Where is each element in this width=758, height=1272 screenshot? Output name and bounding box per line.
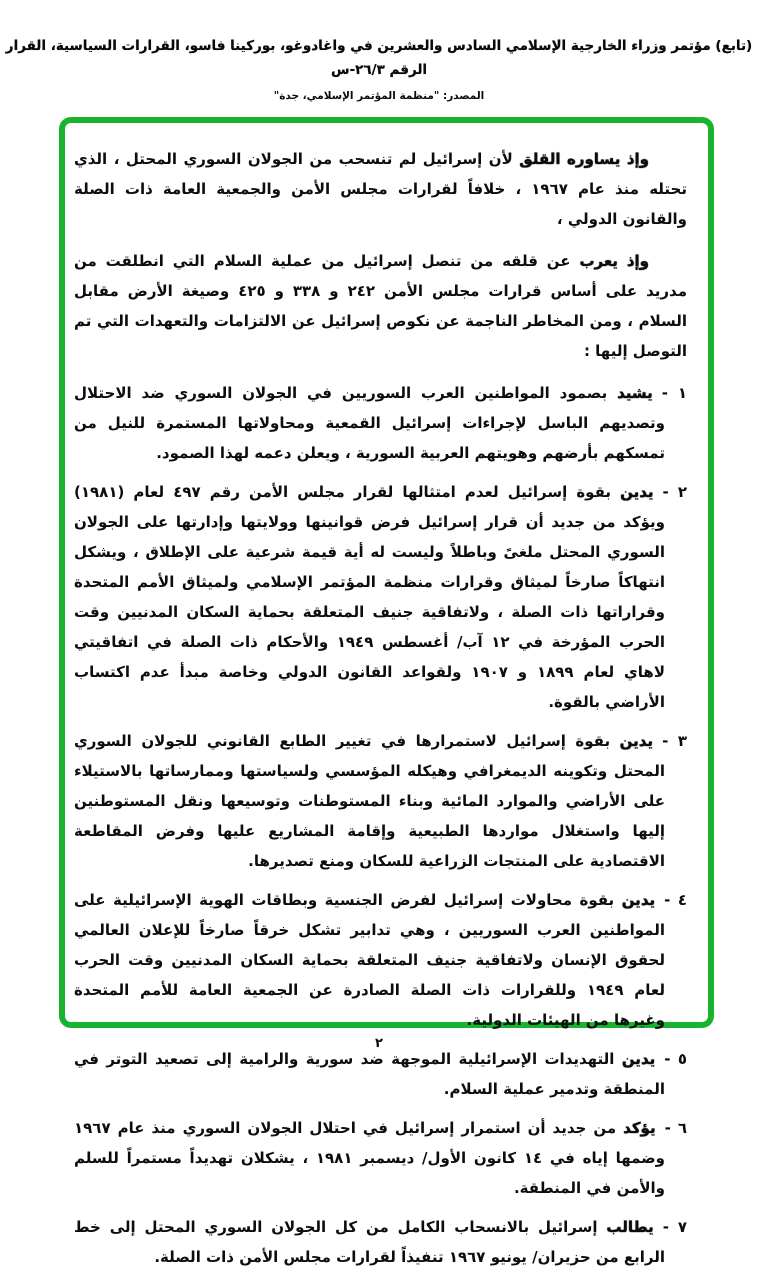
item-lead: يدين [619, 732, 654, 750]
item-lead: يطالب [606, 1218, 654, 1236]
document-title: (تابع) مؤتمر وزراء الخارجية الإسلامي السادس والعشرين في واغادوغو، بوركينا فاسو، القرارات السياسية، القرار الرقم ٢٦/٣-س [5, 38, 753, 78]
item-text: إسرائيل بالانسحاب الكامل من كل الجولان السوري المحتل إلى خط الرابع من حزيران/ يونيو ١٩٦٧ تنفيذاً لقرارات مجلس الأمن ذات الصلة. [74, 1218, 665, 1266]
item-text: بقوة إسرائيل لاستمرارها في تغيير الطابع القانوني للجولان السوري المحتل وتكوينه الديمغرافي وهيكله المؤسسي ولسياستها وممارساتها بالاستيلاء على الأراضي والموارد المائية وبناء المستوطنات وتوسيعها ونقل المستوطنين إليها واستغلال مواردها الطبيعية وإقامة المشاريع عليها وفرض المقاطعة الاقتصادية على المنتجات الزراعية للسكان ومنع تصديرها. [74, 732, 665, 870]
paragraph-lead: وإذ يساوره القلق [519, 150, 649, 168]
resolution-item [74, 1212, 687, 1272]
item-number: ٤ - [664, 891, 687, 909]
item-text: بقوة محاولات إسرائيل لفرض الجنسية وبطاقات الهوية الإسرائيلية على المواطنين العرب السوريين ، وهي تدابير تشكل خرقاً صارخاً للإعلان العالمي لحقوق الإنسان ولاتفاقية جنيف المتعلقة بحماية السكان المدنيين وقت الحرب لعام ١٩٤٩ وللقرارات ذات الصلة الصادرة عن الجمعية العامة للأمم المتحدة وغيرها من الهيئات الدولية. [74, 891, 665, 1029]
item-lead: يدين [621, 1050, 656, 1068]
resolution-item [74, 378, 687, 468]
item-number: ٢ - [662, 483, 687, 501]
paragraph-text: لأن إسرائيل لم تنسحب من الجولان السوري المحتل ، الذي تحتله منذ عام ١٩٦٧ ، خلافاً لقرارات مجلس الأمن والجمعية العامة ذات الصلة والقانون الدولي ، [74, 150, 687, 228]
item-number: ٥ - [664, 1050, 687, 1068]
resolution-item [74, 885, 687, 1035]
item-number: ٧ - [662, 1218, 687, 1236]
intro-paragraph [74, 144, 687, 234]
resolution-item [74, 726, 687, 876]
item-text: بصمود المواطنين العرب السوريين في الجولان السوري ضد الاحتلال وتصديهم الباسل لإجراءات إسرائيل القمعية ومحاولاتها المستمرة للنيل من تمسكهم بأرضهم وهويتهم العربية السورية ، ويعلن دعمه لهذا الصمود. [74, 384, 665, 462]
resolution-body [74, 144, 687, 1272]
item-lead: يؤكد [623, 1119, 656, 1137]
page-number: ٢ [375, 1036, 383, 1051]
item-number: ١ - [661, 384, 687, 402]
item-number: ٦ - [664, 1119, 687, 1137]
item-text: بقوة إسرائيل لعدم امتثالها لقرار مجلس الأمن رقم ٤٩٧ لعام (١٩٨١) ويؤكد من جديد أن قرار إسرائيل فرض قوانينها وولايتها وإدارتها على الجولان السوري المحتل ملغىً وباطلاً وليست له أية قيمة شرعية على الإطلاق ، ويشكل انتهاكاً صارخاً لميثاق وقرارات منظمة المؤتمر الإسلامي ولميثاق الأمم المتحدة وقراراتها ذات الصلة ، ولاتفاقية جنيف المتعلقة بحماية السكان المدنيين وقت الحرب المؤرخة في ١٢ آب/ أغسطس ١٩٤٩ والأحكام ذات الصلة في اتفاقيتي لاهاي لعام ١٨٩٩ و ١٩٠٧ ولقواعد القانون الدولي وخاصة مبدأ عدم اكتساب الأراضي بالقوة. [74, 483, 665, 711]
paragraph-text: عن قلقه من تنصل إسرائيل من عملية السلام التي انطلقت من مدريد على أساس قرارات مجلس الأمن ٢٤٢ و ٣٣٨ و ٤٢٥ وصيغة الأرض مقابل السلام ، ومن المخاطر الناجمة عن نكوص إسرائيل عن الالتزامات والتعهدات التي تم التوصل إليها : [74, 252, 687, 360]
page-header [0, 34, 758, 104]
item-number: ٣ - [662, 732, 687, 750]
item-text: من جديد أن استمرار إسرائيل في احتلال الجولان السوري منذ عام ١٩٦٧ وضمها إياه في ١٤ كانون الأول/ ديسمبر ١٩٨١ ، يشكلان تهديداً مستمراً للسلم والأمن في المنطقة. [74, 1119, 665, 1197]
document-source: المصدر: "منظمة المؤتمر الإسلامي، جدة" [273, 90, 485, 102]
resolution-item [74, 477, 687, 717]
item-lead: يدين [621, 891, 656, 909]
paragraph-lead: وإذ يعرب [579, 252, 649, 270]
item-lead: يشيد [617, 384, 653, 402]
intro-paragraph [74, 246, 687, 366]
item-text: التهديدات الإسرائيلية الموجهة ضد سورية والرامية إلى تصعيد التوتر في المنطقة وتدمير عملية السلام. [74, 1050, 665, 1098]
resolution-item [74, 1044, 687, 1104]
green-border-frame [59, 117, 714, 1266]
resolution-item [74, 1113, 687, 1203]
item-lead: يدين [620, 483, 654, 501]
